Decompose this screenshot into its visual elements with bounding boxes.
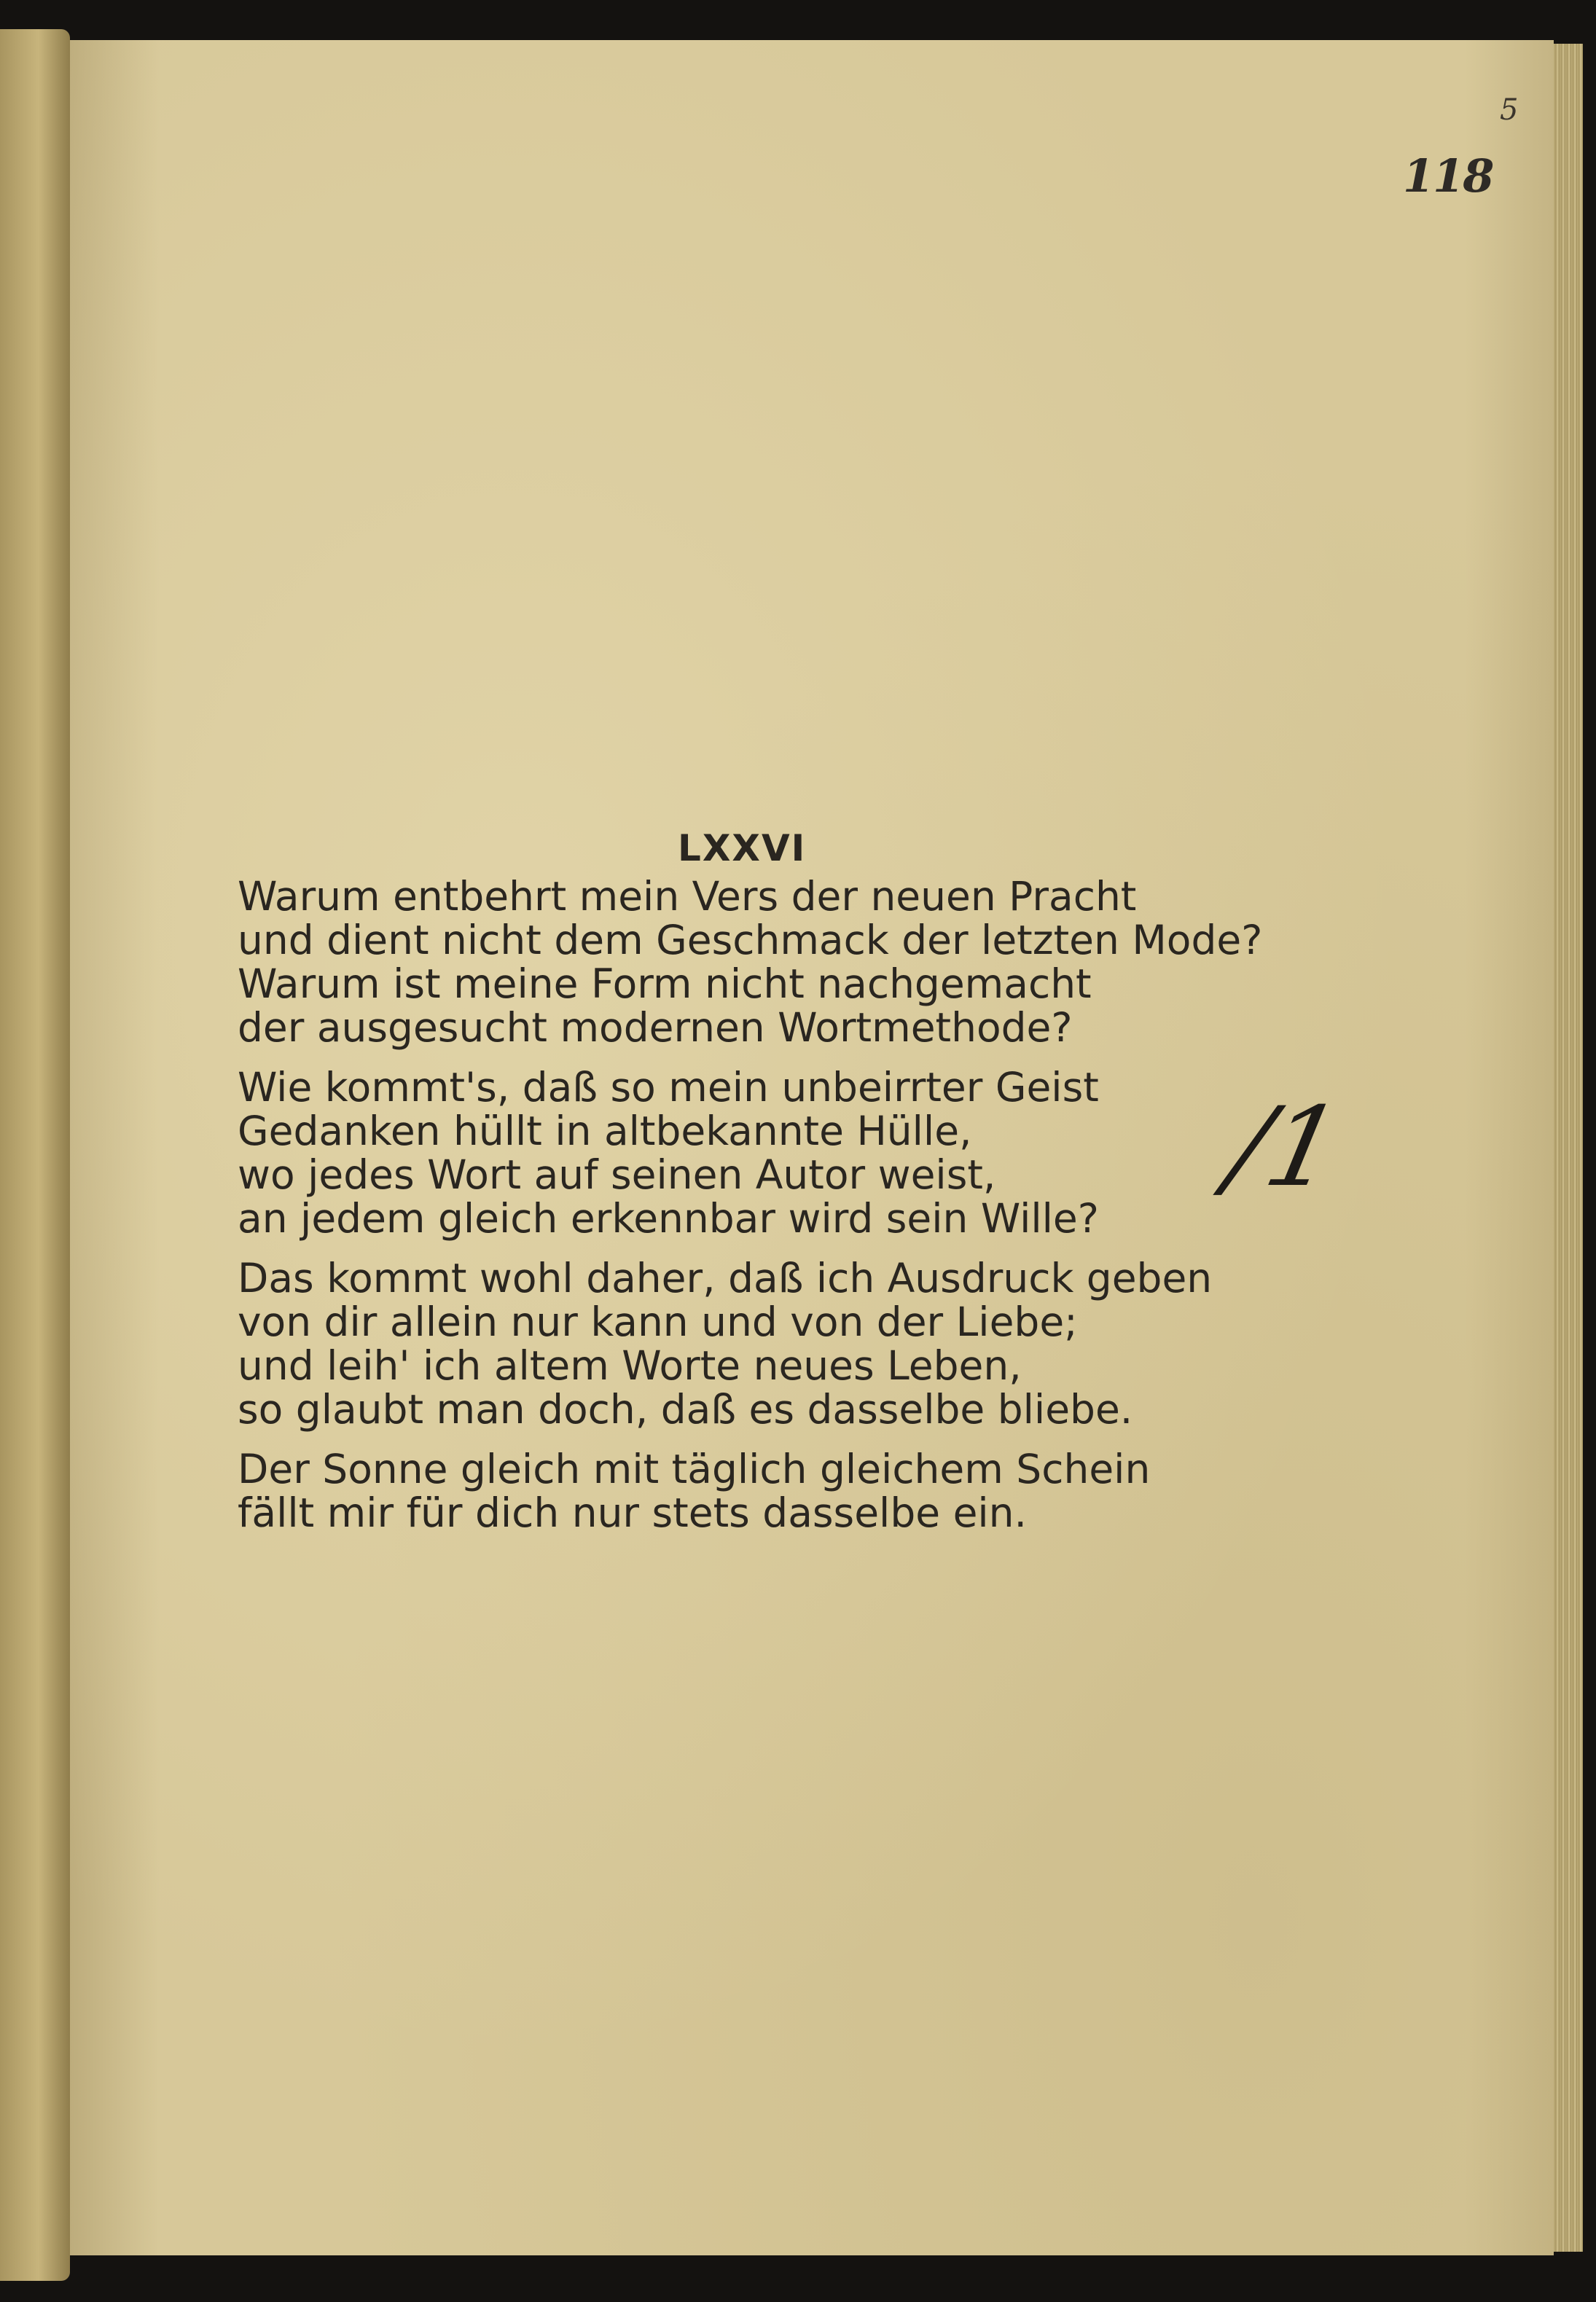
verse-line: Warum entbehrt mein Vers der neuen Pracht — [238, 873, 1137, 920]
verse-line: fällt mir für dich nur stets dasselbe ein. — [238, 1489, 1028, 1536]
verse-line: Warum ist meine Form nicht nachgemacht — [238, 960, 1092, 1007]
stanza-2 — [238, 1065, 1272, 1240]
facing-page-edge — [0, 29, 70, 2281]
verse-line: und leih' ich altem Worte neues Leben, — [238, 1342, 1022, 1389]
verse-line: an jedem gleich erkennbar wird sein Wille? — [238, 1195, 1099, 1242]
page-stack-edges — [1554, 44, 1583, 2252]
corner-pencil-mark: 5 — [1500, 93, 1519, 127]
poem-numeral: LXXVI — [678, 827, 807, 869]
stanza-1 — [238, 874, 1272, 1049]
verse-line: wo jedes Wort auf seinen Autor weist, — [238, 1151, 996, 1198]
verse-line: so glaubt man doch, daß es dasselbe bliebe. — [238, 1386, 1133, 1433]
verse-line: und dient nicht dem Geschmack der letzten Mode? — [238, 917, 1263, 963]
verse-line: Das kommt wohl daher, daß ich Ausdruck geben — [238, 1255, 1213, 1301]
stanza-4 — [238, 1447, 1272, 1535]
verse-line: Wie kommt's, daß so mein unbeirrter Geist — [238, 1064, 1099, 1111]
poem — [238, 822, 1272, 1551]
margin-pencil-mark: /1 — [1218, 1084, 1352, 1211]
verse-line: Gedanken hüllt in altbekannte Hülle, — [238, 1108, 972, 1154]
handwritten-page-number: 118 — [1403, 149, 1493, 203]
verse-line: Der Sonne gleich mit täglich gleichem Schein — [238, 1446, 1151, 1492]
verse-line: der ausgesucht modernen Wortmethode? — [238, 1004, 1073, 1051]
verse-line: von dir allein nur kann und von der Liebe; — [238, 1299, 1078, 1345]
stanza-3 — [238, 1256, 1272, 1431]
